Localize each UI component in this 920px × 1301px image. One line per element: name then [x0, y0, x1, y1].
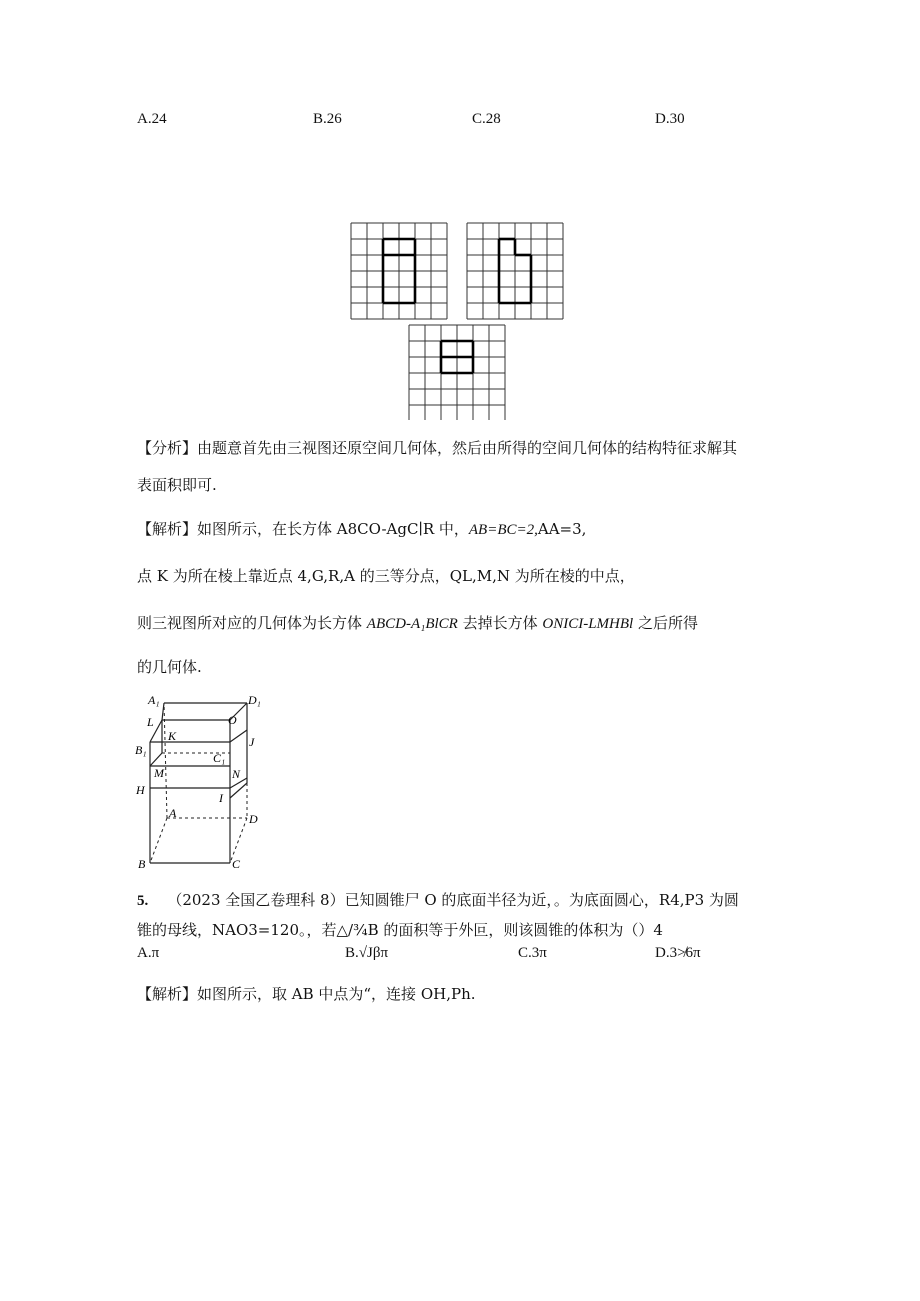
front-view-grid	[351, 223, 447, 319]
question-number: 5.	[137, 893, 149, 909]
option-d: D.30	[655, 111, 685, 127]
solution-ab-bc: AB=BC=2,	[468, 522, 538, 538]
label-K: K	[168, 729, 177, 743]
top-view-grid	[409, 325, 505, 420]
solution-text-a: 则三视图所对应的几何体为长方体	[137, 614, 367, 632]
three-view-grids	[0, 220, 920, 420]
label-D: D	[249, 812, 258, 826]
solution-aa: AA=3,	[537, 520, 587, 538]
q5-option-b: B.√Jβπ	[345, 945, 389, 961]
label-H: H	[136, 783, 145, 797]
solution-text-c: 之后所得	[633, 614, 698, 632]
q5-option-d: D.3≯6π	[655, 945, 701, 961]
label-A: A	[169, 806, 177, 820]
question-5-text-1: （2023 全国乙卷理科 8）已知圆锥尸 O 的底面半径为近，。为底面圆心，R4,P3 为圆	[167, 891, 739, 909]
label-B: B	[138, 857, 146, 871]
option-c: C.28	[472, 111, 501, 127]
option-b: B.26	[313, 111, 342, 127]
solution-line-3	[137, 613, 698, 634]
label-C: C	[232, 857, 241, 871]
solution-line-4: 的几何体.	[137, 658, 202, 676]
solution-intro: 【解析】如图所示，在长方体 A8CO-AgC∣R 中，	[137, 520, 469, 538]
label-M: M	[154, 766, 164, 780]
label-D1: D₁	[248, 693, 261, 707]
label-C1: C₁	[213, 751, 226, 765]
side-view-grid	[467, 223, 563, 319]
solution-line-1	[137, 519, 586, 540]
question-5-line-2: 锥的母线，NAO3=120。，若△/¾B 的面积等于外叵，则该圆锥的体积为（）4	[137, 921, 663, 939]
label-I: I	[219, 791, 223, 805]
question-5-line-1	[137, 890, 739, 911]
label-L: L	[147, 715, 154, 729]
label-B1: B₁	[135, 743, 147, 757]
label-J: J	[249, 735, 255, 749]
analysis-line-1: 【分析】由题意首先由三视图还原空间几何体，然后由所得的空间几何体的结构特征求解其	[137, 439, 738, 457]
cuboid-figure	[132, 690, 272, 875]
solution-box-1: ABCD-A₁BlCR	[366, 616, 458, 632]
label-O: O	[228, 713, 237, 727]
q5-option-c: C.3π	[518, 945, 547, 961]
q5-option-a: A.π	[137, 945, 160, 961]
option-a: A.24	[137, 111, 167, 127]
question-5-solution: 【解析】如图所示，取 AB 中点为“，连接 OH,Ph.	[137, 985, 476, 1003]
analysis-line-2: 表面积即可.	[137, 476, 217, 494]
label-N: N	[232, 767, 241, 781]
label-A1: A₁	[148, 693, 160, 707]
solution-line-2: 点 K 为所在棱上靠近点 4,G,R,A 的三等分点，QL,M,N 为所在棱的中点，	[137, 567, 635, 585]
solution-box-2: ONICI-LMHBl	[542, 616, 634, 632]
solution-text-b: 去掉长方体	[457, 614, 543, 632]
